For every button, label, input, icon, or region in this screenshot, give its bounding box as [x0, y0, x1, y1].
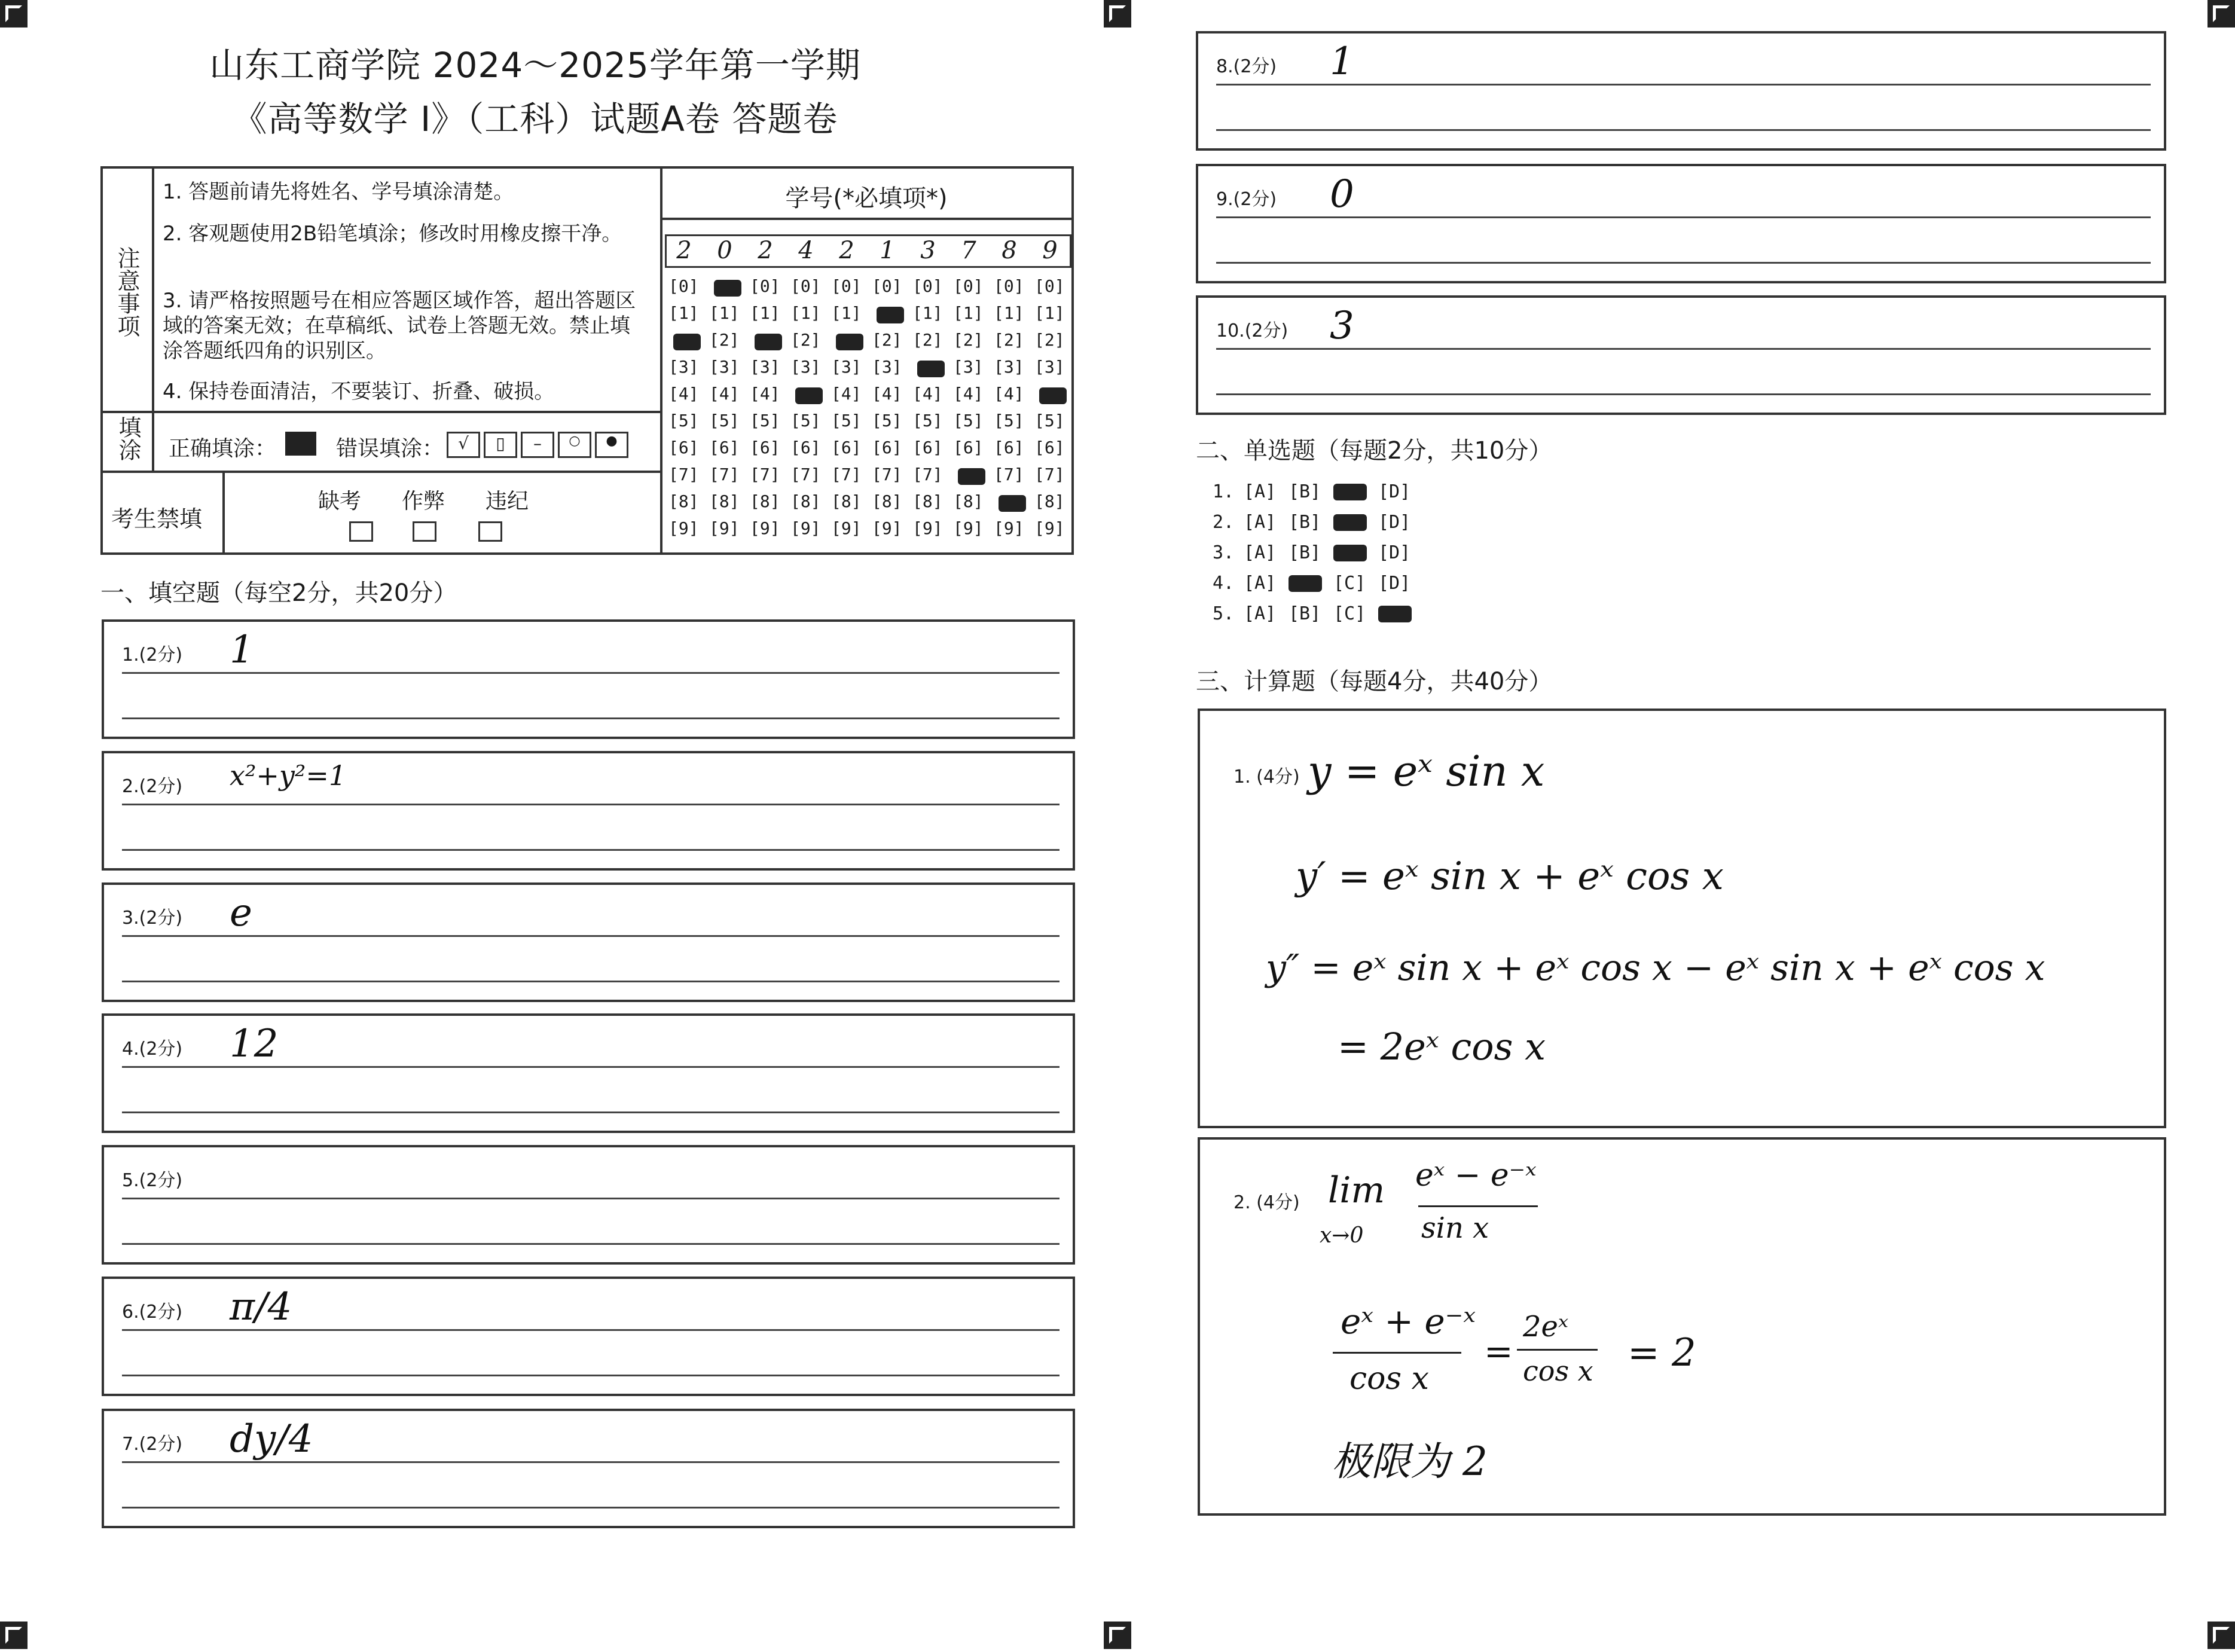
student-id-bubble[interactable]: [2]	[872, 330, 902, 350]
student-id-digit: 8	[1002, 237, 1017, 264]
calc-q2-label: 2. (4分)	[1233, 1192, 1300, 1213]
fill-label: 填涂	[115, 416, 141, 461]
student-id-bubble[interactable]: [3]	[994, 357, 1024, 377]
answer-line	[1216, 348, 2151, 350]
notice-block	[100, 166, 1074, 555]
wrong-fill-label: 错误填涂：	[336, 436, 444, 461]
fill-question-9-answer[interactable]: 0	[1330, 172, 1354, 216]
student-id-digit: 3	[920, 237, 936, 264]
ban-box-violation[interactable]	[478, 521, 502, 542]
mc-option-filled[interactable]	[1289, 575, 1322, 592]
student-id-bubble[interactable]: [2]	[953, 330, 984, 350]
student-id-bubble[interactable]: [4]	[709, 384, 740, 404]
mc-option-filled[interactable]	[1333, 545, 1367, 561]
fill-question-5-box	[102, 1145, 1075, 1265]
section3-title: 三、计算题（每题4分，共40分）	[1196, 668, 1553, 695]
fill-question-4-answer[interactable]: 12	[230, 1022, 279, 1066]
correct-fill-label: 正确填涂：	[169, 436, 277, 461]
student-id-bubble[interactable]: [1]	[709, 303, 740, 323]
answer-line	[1216, 262, 2151, 264]
student-id-bubble[interactable]: [0]	[953, 276, 984, 296]
fill-question-4-box	[102, 1013, 1075, 1133]
wrong-example-circle: ○	[558, 432, 591, 458]
student-id-bubble-filled[interactable]	[1039, 387, 1067, 404]
student-id-bubble[interactable]: [6]	[790, 438, 821, 457]
student-id-bubble[interactable]: [5]	[709, 411, 740, 430]
student-id-bubble-grid	[665, 234, 1071, 551]
ban-option-violation: 违纪	[486, 489, 529, 514]
student-id-bubble-filled[interactable]	[999, 495, 1026, 512]
student-id-bubble[interactable]: [1]	[668, 303, 699, 323]
student-id-bubble[interactable]: [5]	[831, 411, 862, 430]
student-id-bubble[interactable]: [7]	[912, 465, 943, 484]
student-id-label: 学号(*必填项*)	[785, 185, 948, 212]
student-id-bubble[interactable]: [0]	[994, 276, 1024, 296]
student-id-bubble[interactable]: [9]	[831, 518, 862, 538]
fill-question-3-answer[interactable]: e	[230, 891, 252, 935]
student-id-bubble[interactable]: [3]	[709, 357, 740, 377]
answer-line	[122, 1066, 1060, 1068]
corner-mark-tm	[1104, 0, 1131, 28]
fill-question-6-box	[102, 1277, 1075, 1396]
wrong-example-half: ▯	[484, 432, 517, 458]
student-id-bubble[interactable]: [3]	[790, 357, 821, 377]
notice-item-4: 4. 保持卷面清洁，不要装订、折叠、破损。	[163, 380, 555, 404]
answer-line	[122, 1198, 1060, 1199]
answer-line	[1216, 216, 2151, 218]
answer-line	[1216, 84, 2151, 85]
corner-mark-tr	[2207, 0, 2235, 28]
mc-option-filled[interactable]	[1378, 606, 1412, 622]
student-id-bubble[interactable]: [1]	[1034, 303, 1065, 323]
student-id-bubble[interactable]: [6]	[1034, 438, 1065, 457]
wrong-example-dot: ●	[595, 432, 628, 458]
mc-option[interactable]: [D]	[1378, 542, 1411, 563]
fill-question-1-label: 1.(2分)	[122, 645, 183, 665]
mc-option[interactable]: [B]	[1289, 542, 1321, 563]
student-id-bubble[interactable]: [1]	[912, 303, 943, 323]
section2-title: 二、单选题（每题2分，共10分）	[1196, 437, 1553, 465]
student-id-bubble-filled[interactable]	[917, 361, 945, 377]
student-id-bubble[interactable]: [6]	[994, 438, 1024, 457]
calc-q1-box	[1198, 709, 2166, 1128]
answer-line	[122, 1243, 1060, 1245]
exam-title-line1: 山东工商学院 2024～2025学年第一学期	[209, 45, 861, 85]
mc-question-number: 4.	[1213, 573, 1235, 594]
student-id-bubble[interactable]: [7]	[709, 465, 740, 484]
student-id-bubble[interactable]: [1]	[994, 303, 1024, 323]
fill-question-5-label: 5.(2分)	[122, 1170, 183, 1191]
calc-q2-eq: =	[1484, 1331, 1513, 1372]
corner-mark-br	[2207, 1622, 2235, 1649]
mc-option-filled[interactable]	[1333, 484, 1367, 500]
student-id-bubble[interactable]: [4]	[953, 384, 984, 404]
student-id-bubble[interactable]: [2]	[1034, 330, 1065, 350]
student-id-bubble[interactable]: [0]	[872, 276, 902, 296]
calc-q2-fraction-bar	[1418, 1205, 1538, 1207]
student-id-bubble[interactable]: [2]	[709, 330, 740, 350]
student-id-bubble[interactable]: [9]	[790, 518, 821, 538]
mc-question-number: 2.	[1213, 512, 1235, 533]
student-id-bubble[interactable]: [8]	[1034, 491, 1065, 511]
student-id-bubble[interactable]: [5]	[790, 411, 821, 430]
student-id-bubble[interactable]: [4]	[912, 384, 943, 404]
calc-q1-line2: y′ = eˣ sin x + eˣ cos x	[1296, 854, 1724, 899]
fill-question-10-label: 10.(2分)	[1216, 320, 1289, 341]
student-id-bubble[interactable]: [4]	[872, 384, 902, 404]
answer-line	[1216, 393, 2151, 395]
student-id-bubble[interactable]: [8]	[790, 491, 821, 511]
student-id-bubble[interactable]: [7]	[994, 465, 1024, 484]
fill-question-8-answer[interactable]: 1	[1330, 39, 1354, 84]
answer-line	[122, 1461, 1060, 1463]
student-id-bubble[interactable]: [1]	[750, 303, 780, 323]
section1-title: 一、填空题（每空2分，共20分）	[100, 579, 457, 607]
mc-option[interactable]: [A]	[1244, 573, 1277, 594]
answer-line	[1216, 129, 2151, 131]
fill-question-6-label: 6.(2分)	[122, 1302, 183, 1323]
mc-option[interactable]: [D]	[1378, 512, 1411, 533]
fill-question-4-label: 4.(2分)	[122, 1039, 183, 1059]
student-id-bubble[interactable]: [7]	[1034, 465, 1065, 484]
mc-question-number: 5.	[1213, 603, 1235, 624]
answer-line	[122, 672, 1060, 674]
calc-q2-step-den: cos x	[1349, 1361, 1429, 1397]
student-id-bubble[interactable]: [5]	[1034, 411, 1065, 430]
mc-option[interactable]: [A]	[1244, 481, 1277, 502]
calc-q2-step-den2: cos x	[1523, 1355, 1593, 1387]
student-id-bubble[interactable]: [2]	[912, 330, 943, 350]
student-id-bubble-filled[interactable]	[714, 280, 741, 297]
fill-question-8-box	[1196, 31, 2166, 151]
calc-q2-step-num: eˣ + e⁻ˣ	[1341, 1301, 1476, 1342]
calc-q2-conclusion: 极限为 2	[1332, 1439, 1488, 1485]
fill-question-1-answer[interactable]: 1	[230, 628, 254, 672]
answer-line	[122, 1329, 1060, 1331]
student-id-bubble[interactable]: [5]	[750, 411, 780, 430]
student-id-bubble[interactable]: [3]	[953, 357, 984, 377]
student-id-digit: 9	[1042, 237, 1058, 264]
fill-question-2-label: 2.(2分)	[122, 776, 183, 797]
mc-option[interactable]: [D]	[1378, 573, 1411, 594]
student-id-bubble-filled[interactable]	[836, 334, 863, 350]
student-id-bubble-filled[interactable]	[673, 334, 701, 350]
wrong-example-dash: –	[521, 432, 554, 458]
student-id-digit: 2	[839, 237, 854, 264]
fill-question-9-label: 9.(2分)	[1216, 189, 1277, 210]
fill-question-3-label: 3.(2分)	[122, 908, 183, 929]
student-id-bubble[interactable]: [7]	[668, 465, 699, 484]
calc-q2-step-bar2	[1517, 1349, 1598, 1351]
answer-line	[122, 1375, 1060, 1376]
ban-option-cheat: 作弊	[402, 489, 445, 514]
student-id-bubble[interactable]: [8]	[668, 491, 699, 511]
student-id-bubble[interactable]: [1]	[953, 303, 984, 323]
student-id-bubble[interactable]: [9]	[994, 518, 1024, 538]
fill-question-7-answer[interactable]: dy/4	[230, 1417, 313, 1461]
answer-line	[122, 804, 1060, 805]
fill-question-10-box	[1196, 295, 2166, 415]
student-id-bubble[interactable]: [0]	[750, 276, 780, 296]
student-id-bubble[interactable]: [1]	[831, 303, 862, 323]
student-id-bubble[interactable]: [8]	[872, 491, 902, 511]
student-id-bubble[interactable]: [0]	[1034, 276, 1065, 296]
student-id-bubble[interactable]: [9]	[709, 518, 740, 538]
ban-box-cheat[interactable]	[413, 521, 436, 542]
notice-item-3: 3. 请严格按照题号在相应答题区域作答，超出答题区域的答案无效；在草稿纸、试卷上答题无效。禁止填涂答题纸四角的识别区。	[163, 289, 636, 363]
notice-label: 注意事项	[114, 246, 140, 337]
exam-title-line2: 《高等数学 I》（工科）试题A卷 答题卷	[232, 99, 838, 139]
mc-option[interactable]: [C]	[1333, 603, 1366, 624]
student-id-bubble[interactable]: [6]	[912, 438, 943, 457]
student-id-bubble[interactable]: [2]	[790, 330, 821, 350]
student-id-bubble[interactable]: [6]	[872, 438, 902, 457]
student-id-digit: 4	[798, 237, 814, 264]
notice-item-1: 1. 答题前请先将姓名、学号填涂清楚。	[163, 180, 514, 204]
student-id-bubble[interactable]: [3]	[750, 357, 780, 377]
calc-q2-step-num2: 2eˣ	[1523, 1310, 1568, 1343]
student-id-digit: 2	[676, 237, 692, 264]
fill-question-8-label: 8.(2分)	[1216, 56, 1277, 77]
student-id-digit: 7	[961, 237, 976, 264]
fill-question-7-label: 7.(2分)	[122, 1434, 183, 1455]
student-id-bubble[interactable]: [4]	[668, 384, 699, 404]
mc-option-filled[interactable]	[1333, 514, 1367, 531]
answer-line	[122, 849, 1060, 851]
mc-option[interactable]: [B]	[1289, 512, 1321, 533]
student-id-bubble[interactable]: [8]	[953, 491, 984, 511]
student-id-bubble[interactable]: [3]	[831, 357, 862, 377]
student-id-bubble[interactable]: [5]	[872, 411, 902, 430]
mc-option[interactable]: [A]	[1244, 542, 1277, 563]
student-id-bubble[interactable]: [5]	[912, 411, 943, 430]
mc-option[interactable]: [C]	[1333, 573, 1366, 594]
mc-question-number: 3.	[1213, 542, 1235, 563]
correct-fill-example	[285, 432, 316, 456]
fill-question-2-box	[102, 751, 1075, 871]
student-id-digit: 0	[717, 237, 732, 264]
student-id-bubble[interactable]: [6]	[831, 438, 862, 457]
fill-question-9-box	[1196, 164, 2166, 283]
mc-option[interactable]: [D]	[1378, 481, 1411, 502]
student-id-bubble[interactable]: [4]	[831, 384, 862, 404]
corner-mark-bl	[0, 1622, 28, 1649]
ban-option-absent: 缺考	[318, 489, 362, 514]
student-id-bubble[interactable]: [9]	[872, 518, 902, 538]
student-id-digit: 1	[880, 237, 895, 264]
calc-q1-label: 1. (4分)	[1233, 767, 1300, 787]
mc-option[interactable]: [B]	[1289, 481, 1321, 502]
fill-question-7-box	[102, 1409, 1075, 1528]
calc-q2-lim: lim	[1328, 1169, 1385, 1211]
student-id-bubble-filled[interactable]	[958, 468, 985, 485]
calc-q1-line4: = 2eˣ cos x	[1338, 1025, 1546, 1068]
student-id-bubble[interactable]: [7]	[750, 465, 780, 484]
student-id-bubble-filled[interactable]	[755, 334, 782, 350]
exam-ban-label: 考生禁填	[111, 506, 203, 532]
student-id-bubble[interactable]: [7]	[831, 465, 862, 484]
student-id-bubble-filled[interactable]	[795, 387, 823, 404]
fill-question-2-answer[interactable]: x²+y²=1	[230, 759, 347, 792]
student-id-bubble[interactable]: [3]	[872, 357, 902, 377]
calc-q2-step-bar	[1333, 1352, 1461, 1354]
student-id-bubble[interactable]: [5]	[668, 411, 699, 430]
student-id-bubble[interactable]: [7]	[790, 465, 821, 484]
student-id-bubble[interactable]: [2]	[994, 330, 1024, 350]
student-id-bubble[interactable]: [5]	[994, 411, 1024, 430]
answer-line	[122, 717, 1060, 719]
answer-line	[122, 1507, 1060, 1509]
student-id-digit: 2	[758, 237, 773, 264]
student-id-bubble[interactable]: [3]	[1034, 357, 1065, 377]
student-id-bubble[interactable]: [8]	[912, 491, 943, 511]
answer-line	[122, 935, 1060, 937]
notice-item-2: 2. 客观题使用2B铅笔填涂；修改时用橡皮擦干净。	[163, 222, 622, 246]
student-id-bubble[interactable]: [6]	[668, 438, 699, 457]
fill-question-1-box	[102, 619, 1075, 739]
student-id-bubble[interactable]: [9]	[750, 518, 780, 538]
student-id-bubble[interactable]: [4]	[994, 384, 1024, 404]
mc-option[interactable]: [A]	[1244, 512, 1277, 533]
calc-q2-result: = 2	[1628, 1331, 1696, 1375]
student-id-bubble[interactable]: [3]	[668, 357, 699, 377]
student-id-bubble[interactable]: [8]	[709, 491, 740, 511]
student-id-bubble[interactable]: [6]	[750, 438, 780, 457]
mc-option[interactable]: [A]	[1244, 603, 1277, 624]
student-id-bubble[interactable]: [0]	[790, 276, 821, 296]
student-id-bubble[interactable]: [0]	[831, 276, 862, 296]
student-id-bubble[interactable]: [8]	[750, 491, 780, 511]
calc-q1-line1: y = eˣ sin x	[1308, 747, 1545, 796]
calc-q2-denominator: sin x	[1421, 1211, 1489, 1245]
student-id-bubble[interactable]: [8]	[831, 491, 862, 511]
corner-mark-tl	[0, 0, 28, 28]
wrong-fill-examples	[447, 432, 628, 458]
corner-mark-bm	[1104, 1622, 1131, 1649]
mc-question-number: 1.	[1213, 481, 1235, 502]
wrong-example-check: √	[447, 432, 480, 458]
student-id-bubble[interactable]: [1]	[790, 303, 821, 323]
student-id-bubble[interactable]: [9]	[912, 518, 943, 538]
answer-line	[122, 981, 1060, 982]
student-id-bubble[interactable]: [4]	[750, 384, 780, 404]
mc-option[interactable]: [B]	[1289, 603, 1321, 624]
calc-q2-lim-sub: x→0	[1320, 1223, 1364, 1248]
student-id-bubble[interactable]: [9]	[668, 518, 699, 538]
calc-q1-line3: y″ = eˣ sin x + eˣ cos x − eˣ sin x + eˣ cos x	[1266, 947, 2045, 989]
ban-box-absent[interactable]	[349, 521, 373, 542]
student-id-bubble[interactable]: [5]	[953, 411, 984, 430]
student-id-bubble-filled[interactable]	[877, 307, 904, 323]
student-id-bubble[interactable]: [9]	[1034, 518, 1065, 538]
student-id-bubble[interactable]: [6]	[709, 438, 740, 457]
student-id-bubble[interactable]: [0]	[912, 276, 943, 296]
fill-question-10-answer[interactable]: 3	[1330, 304, 1354, 348]
fill-question-6-answer[interactable]: π/4	[230, 1285, 292, 1329]
fill-question-3-box	[102, 883, 1075, 1002]
student-id-bubble[interactable]: [6]	[953, 438, 984, 457]
student-id-bubble[interactable]: [7]	[872, 465, 902, 484]
student-id-bubble[interactable]: [9]	[953, 518, 984, 538]
calc-q2-box	[1198, 1137, 2166, 1516]
calc-q2-numerator: eˣ − e⁻ˣ	[1415, 1158, 1537, 1193]
student-id-bubble[interactable]: [0]	[668, 276, 699, 296]
answer-line	[122, 1111, 1060, 1113]
